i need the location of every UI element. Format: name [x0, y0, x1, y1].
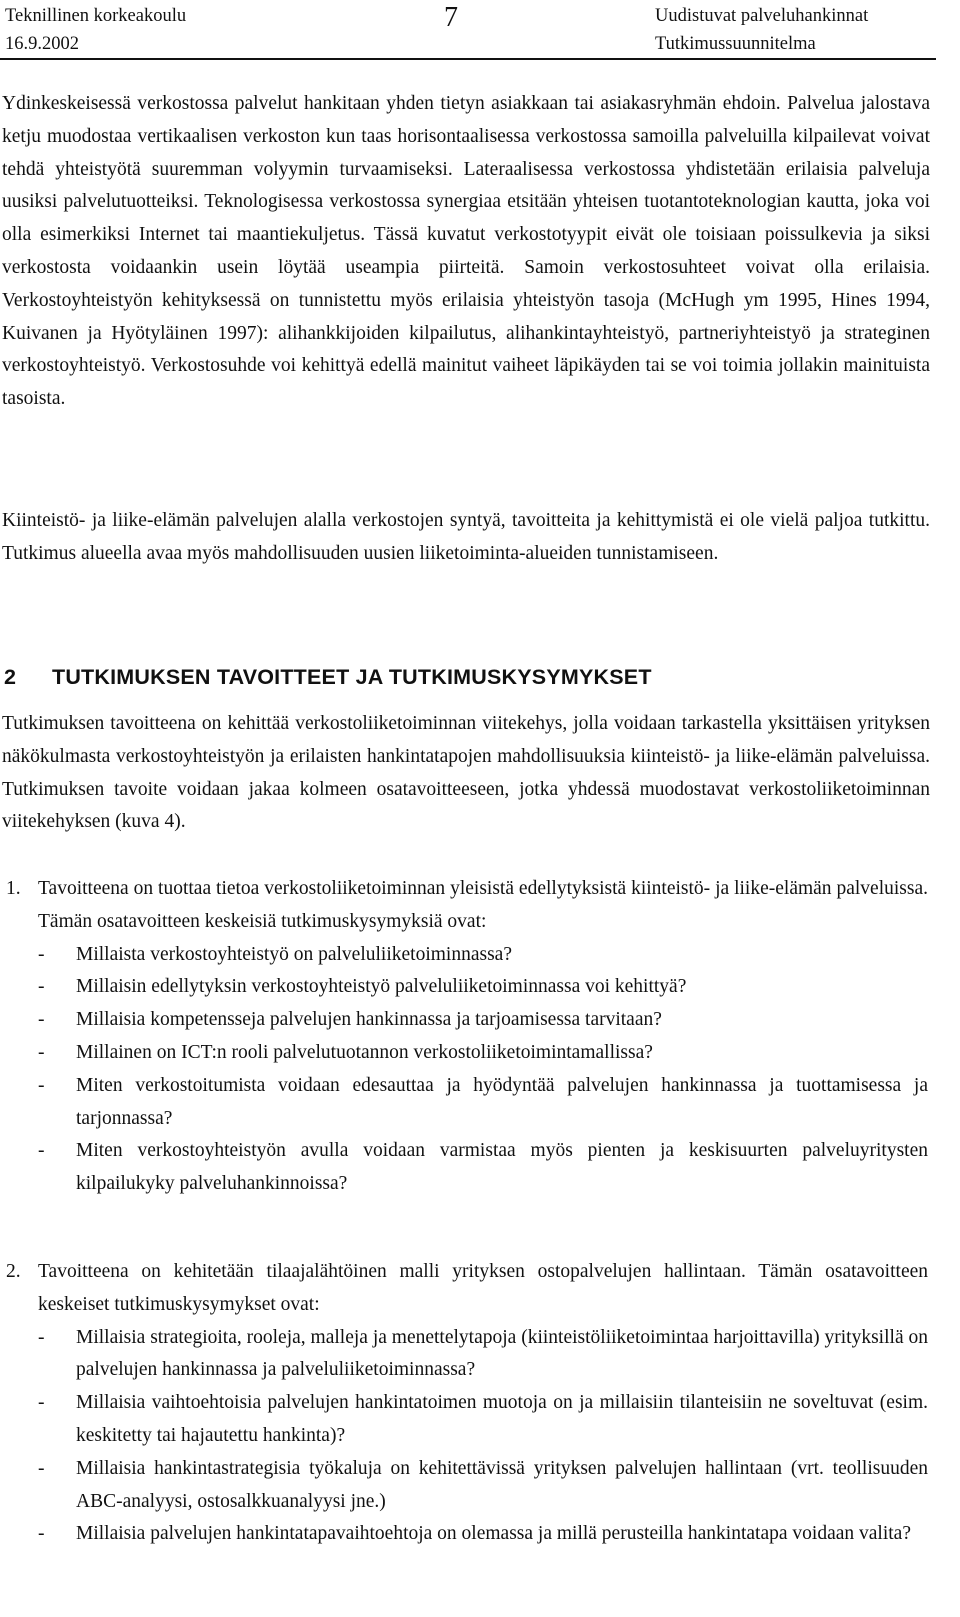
dash-bullet: - [38, 1392, 45, 1414]
list-item [0, 1004, 928, 1037]
section-intro-paragraph: Tutkimuksen tavoitteena on kehittää verkostoliiketoiminnan viitekehys, jolla voidaan tarkastella yksittäisen yrityksen näkökulmasta verkostoyhteistyön ja erilaisten hankintatapojen mahdollisuuksia kiinteistö- ja liike-elämän palveluissa. Tutkimuksen tavoite voidaan jakaa kolmeen osatavoitteeseen, jotka yhdessä muodostavat verkostoliiketoiminnan viitekehyksen (kuva 4). [2, 713, 930, 833]
goal-1 [0, 873, 928, 1201]
list-item [0, 1387, 928, 1453]
goal-intro-text: Tavoitteena on tuottaa tietoa verkostoliiketoiminnan yleisistä edellytyksistä kiinteistö- ja liike-elämän palveluissa. Tämän osatavoitteen keskeisiä tutkimuskysymyksiä ovat: [38, 878, 928, 932]
header-institution: Teknillinen korkeakoulu [5, 6, 187, 26]
list-item [0, 1135, 928, 1201]
section-title: TUTKIMUKSEN TAVOITTEET JA TUTKIMUSKYSYMYKSET [52, 665, 652, 689]
question-text: Millaisia strategioita, rooleja, malleja ja menettelytapoja (kiinteistöliiketoimintaa harjoittavilla) yrityksillä on palvelujen hankinnassa ja palveluliiketoiminnassa? [76, 1326, 928, 1381]
list-item [0, 971, 928, 1004]
list-item [0, 1453, 928, 1519]
goal-intro [0, 1256, 928, 1322]
question-text: Millainen on ICT:n rooli palvelutuotannon verkostoliiketoimintamallissa? [76, 1041, 653, 1063]
question-list [0, 1322, 928, 1552]
goal-number: 2. [6, 1261, 21, 1282]
body-paragraph-networks: Ydinkeskeisessä verkostossa palvelut hankitaan yhden tietyn asiakkaan tai asiakasryhmän ehdoin. Palvelua jalostava ketju muodostaa vertikaalisen verkoston kun taas horisontaalisessa verkostossa samoilla palveluilla kilpailevat voivat tehdä yhteistyötä suuremman volyymin turvaamiseksi. Lateraalisessa verkostossa yhdistetään erilaisia palveluja uusiksi palvelutuotteiksi. Teknologisessa verkostossa synergiaa etsitään yhteisen tuotantoteknologian kautta, joka voi olla esimerkiksi Internet tai maantiekuljetus. Tässä kuvatut verkostotyypit eivät ole toisiaan poissulkevia ja siksi verkostosta voidaankin usein löytää useampia piirteitä. Samoin verkostosuhteet voivat olla erilaisia. Verkostoyhteistyön kehityksessä on tunnistettu myös erilaisia yhteistyön tasoja (McHugh ym 1995, Hines 1994, Kuivanen ja Hyötyläinen 1997): alihankkijoiden kilpailutus, alihankintayhteistyö, partneriyhteistyö ja strateginen verkostoyhteistyö. Verkostosuhde voi kehittyä edellä mainitut vaiheet läpikäyden tai se voi toimia jollakin mainituista tasoista. [2, 93, 930, 410]
dash-bullet: - [38, 976, 45, 998]
question-list [0, 939, 928, 1201]
dash-bullet: - [38, 943, 45, 965]
goal-2 [0, 1256, 928, 1551]
list-item [0, 1037, 928, 1070]
header-project-title: Uudistuvat palveluhankinnat [655, 6, 869, 26]
question-text: Millaisia kompetensseja palvelujen hankinnassa ja tarjoamisessa tarvitaan? [76, 1009, 662, 1031]
dash-bullet: - [38, 1140, 45, 1162]
goal-intro-text: Tavoitteena on kehitetään tilaajalähtöinen malli yrityksen ostopalvelujen hallintaan. Tämän osatavoitteen keskeiset tutkimuskysymykset ovat: [38, 1261, 928, 1315]
question-text: Millaisia hankintastrategisia työkaluja on kehitettävissä yrityksen palvelujen hallintaan (vrt. teollisuuden ABC-analyysi, ostosalkkuanalyysi jne.) [76, 1457, 928, 1512]
section-heading [4, 662, 652, 692]
question-text: Miten verkostoyhteistyön avulla voidaan varmistaa myös pienten ja keskisuurten palveluyritysten kilpailukyky palveluhankinnoissa? [76, 1140, 928, 1195]
section-number: 2 [4, 665, 17, 689]
question-text: Millaista verkostoyhteistyö on palveluliiketoiminnassa? [76, 943, 512, 965]
question-text: Millaisin edellytyksin verkostoyhteistyö palveluliiketoiminnassa voi kehittyä? [76, 976, 687, 998]
dash-bullet: - [38, 1041, 45, 1063]
dash-bullet: - [38, 1326, 45, 1348]
dash-bullet: - [38, 1523, 45, 1545]
header-left [5, 2, 186, 58]
dash-bullet: - [38, 1074, 45, 1096]
question-text: Millaisia palvelujen hankintatapavaihtoehtoja on olemassa ja millä perusteilla hankintatapa voidaan valita? [76, 1523, 911, 1545]
question-text: Miten verkostoitumista voidaan edesauttaa ja hyödyntää palvelujen hankinnassa ja tuottamisessa ja tarjonnassa? [76, 1074, 928, 1129]
header-rule [0, 58, 936, 60]
header-date: 16.9.2002 [5, 34, 79, 54]
list-item [0, 939, 928, 972]
dash-bullet: - [38, 1009, 45, 1031]
header-document-type: Tutkimussuunnitelma [655, 34, 816, 54]
list-item [0, 1070, 928, 1136]
goal-number: 1. [6, 878, 21, 899]
body-paragraph-research-gap: Kiinteistö- ja liike-elämän palvelujen alalla verkostojen syntyä, tavoitteita ja kehittymistä ei ole vielä paljoa tutkittu. Tutkimus alueella avaa myös mahdollisuuden uusien liiketoiminta-alueiden tunnistamiseen. [2, 510, 930, 564]
header-page-number: 7 [444, 2, 458, 33]
dash-bullet: - [38, 1457, 45, 1479]
goal-intro [0, 873, 928, 939]
list-item [0, 1322, 928, 1388]
list-item [0, 1518, 928, 1551]
header-right [655, 2, 868, 58]
question-text: Millaisia vaihtoehtoisia palvelujen hankintatoimen muotoja on ja millaisiin tilanteisiin ne soveltuvat (esim. keskitetty tai hajautettu hankinta)? [76, 1392, 928, 1446]
